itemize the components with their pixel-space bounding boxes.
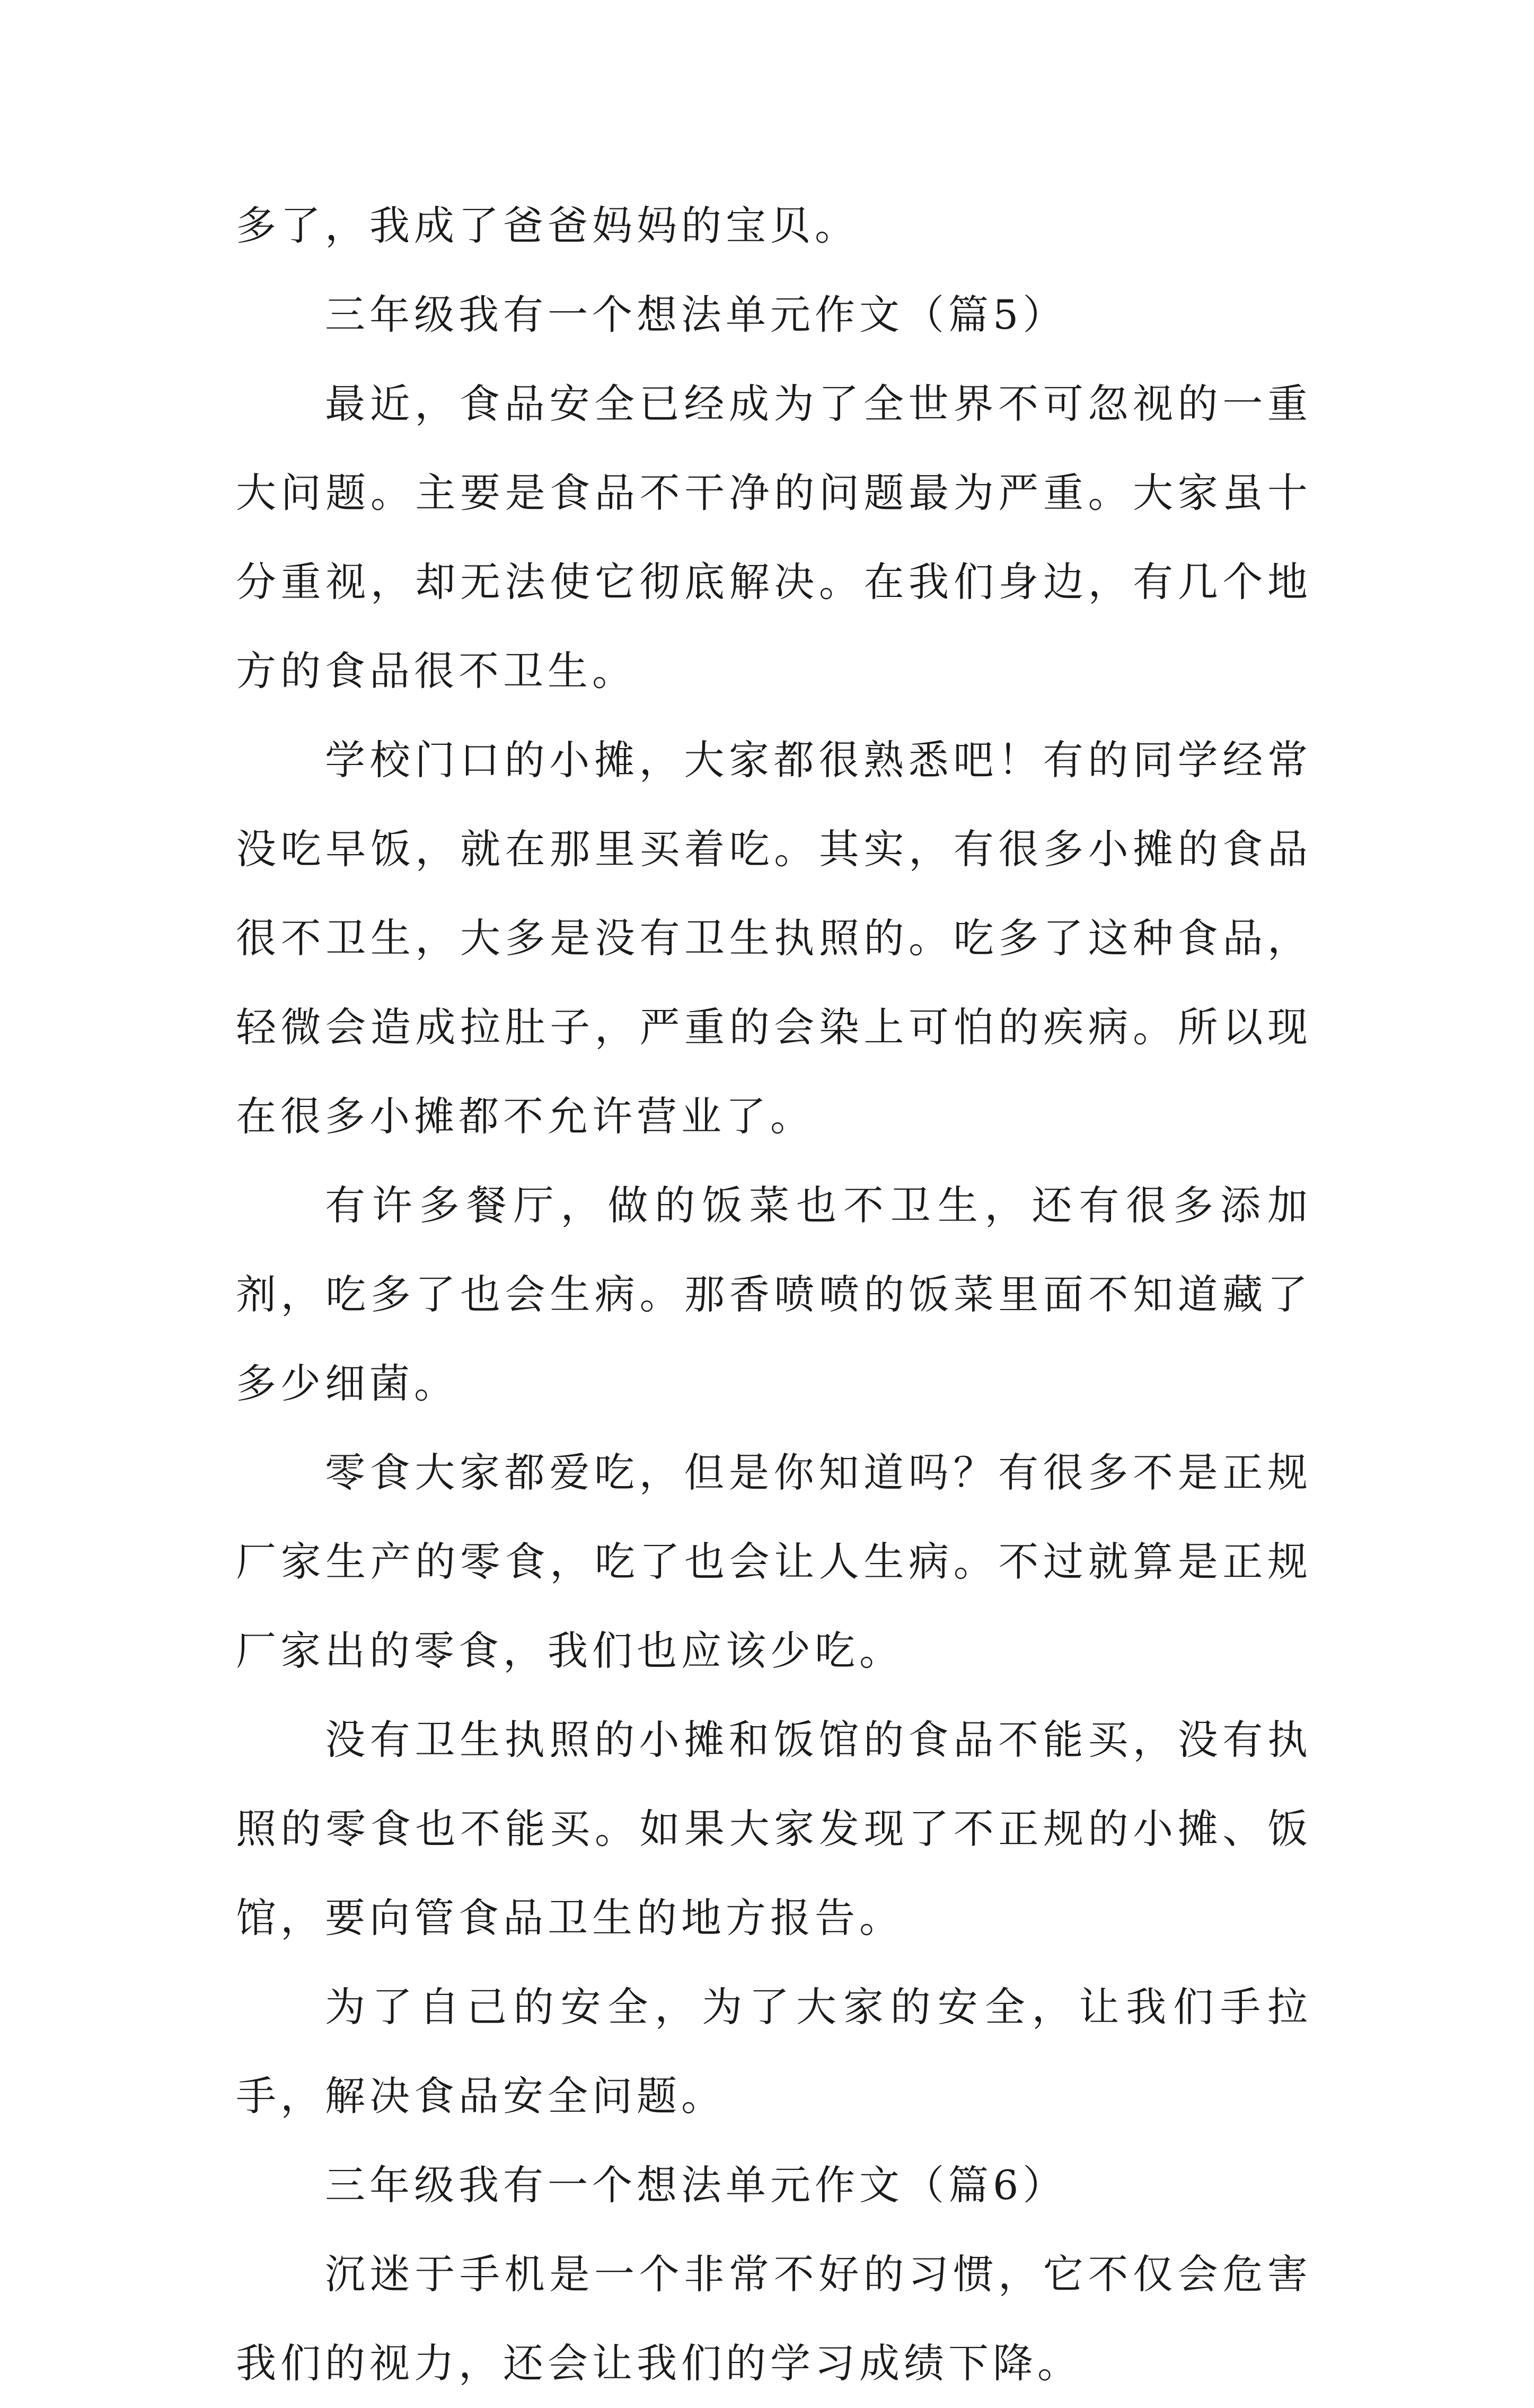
- paragraph: 为了自己的安全，为了大家的安全，让我们手拉手，解决食品安全问题。: [236, 1983, 1312, 2120]
- paragraph: 最近，食品安全已经成为了全世界不可忽视的一重大问题。主要是食品不干净的问题最为严重。大家虽十分重视，却无法使它彻底解决。在我们身边，有几个地方的食品很不卫生。: [236, 380, 1312, 695]
- document-body: [236, 181, 1312, 2408]
- paragraph: 没有卫生执照的小摊和饭馆的食品不能买，没有执照的零食也不能买。如果大家发现了不正规的小摊、饭馆，要向管食品卫生的地方报告。: [236, 1716, 1312, 1941]
- paragraph-continuation: 多了，我成了爸爸妈妈的宝贝。: [236, 202, 859, 249]
- essay-heading-5: 三年级我有一个想法单元作文（篇5）: [325, 291, 1068, 338]
- paragraph: 学校门口的小摊，大家都很熟悉吧！有的同学经常没吃早饭，就在那里买着吃。其实，有很多小摊的食品很不卫生，大多是没有卫生执照的。吃多了这种食品，轻微会造成拉肚子，严重的会染上可怕的疾病。所以现在很多小摊都不允许营业了。: [236, 736, 1312, 1140]
- paragraph: 零食大家都爱吃，但是你知道吗？有很多不是正规厂家生产的零食，吃了也会让人生病。不过就算是正规厂家出的零食，我们也应该少吃。: [236, 1449, 1312, 1674]
- paragraph: 有许多餐厅，做的饭菜也不卫生，还有很多添加剂，吃多了也会生病。那香喷喷的饭菜里面不知道藏了多少细菌。: [236, 1182, 1312, 1407]
- essay-heading-6: 三年级我有一个想法单元作文（篇6）: [325, 2161, 1068, 2209]
- paragraph: 沉迷于手机是一个非常不好的习惯，它不仅会危害我们的视力，还会让我们的学习成绩下降。: [236, 2251, 1312, 2387]
